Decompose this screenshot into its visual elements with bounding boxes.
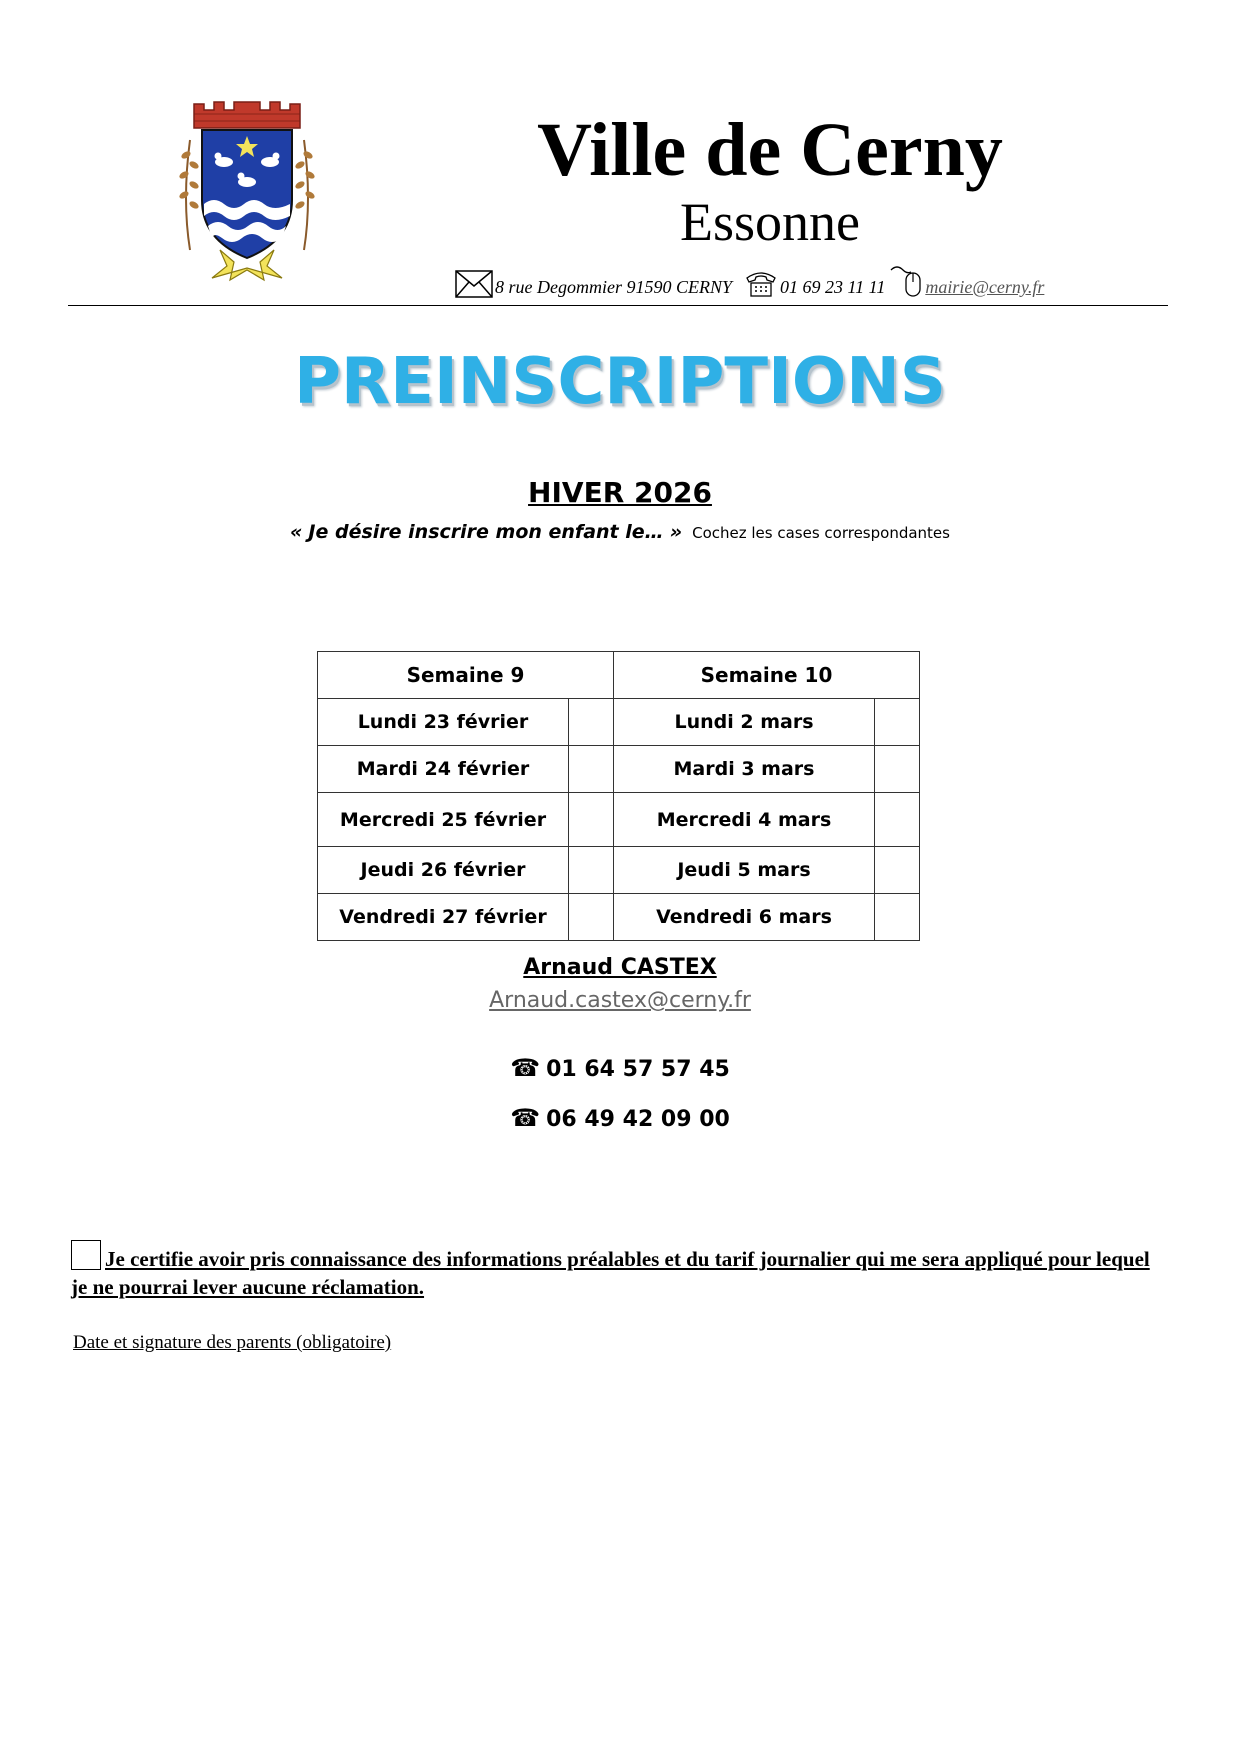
intro-note: Cochez les cases correspondantes — [692, 524, 950, 542]
contact-phone-2 — [0, 1104, 1240, 1132]
day-week9: Jeudi 26 février — [318, 847, 569, 894]
day-week10: Vendredi 6 mars — [614, 894, 875, 941]
department-subtitle: Essonne — [680, 192, 860, 252]
day-week9: Mardi 24 février — [318, 746, 569, 793]
page-heading: PREINSCRIPTIONS — [294, 345, 946, 419]
certification-statement — [71, 1240, 1171, 1301]
checkbox-cell[interactable] — [875, 894, 920, 941]
certification-text: Je certifie avoir pris connaissance des informations préalables et du tarif journalier qui me sera appliqué pour lequel je ne pourrai lever aucune réclamation. — [71, 1247, 1150, 1299]
signature-line: Date et signature des parents (obligatoire) — [73, 1332, 392, 1353]
day-week10: Jeudi 5 mars — [614, 847, 875, 894]
checkbox-cell[interactable] — [569, 847, 614, 894]
table-row — [318, 847, 920, 894]
header-divider — [68, 305, 1168, 306]
table-row — [318, 699, 920, 746]
day-week9: Mercredi 25 février — [318, 793, 569, 847]
checkbox-cell[interactable] — [875, 746, 920, 793]
checkbox-cell[interactable] — [569, 894, 614, 941]
intro-line — [0, 521, 1240, 543]
phone-icon: ☎ — [510, 1054, 541, 1082]
table-row — [318, 793, 920, 847]
phone-number: 01 64 57 57 45 — [546, 1057, 730, 1082]
day-week10: Mercredi 4 mars — [614, 793, 875, 847]
quote-open: « — [290, 521, 303, 543]
day-week10: Mardi 3 mars — [614, 746, 875, 793]
contact-line — [455, 262, 1044, 298]
intro-quote: Je désire inscrire mon enfant le… — [308, 521, 664, 543]
certify-checkbox[interactable] — [71, 1240, 101, 1270]
contact-name: Arnaud CASTEX — [523, 955, 717, 980]
day-week9: Vendredi 27 février — [318, 894, 569, 941]
address-text: 8 rue Degommier 91590 CERNY — [495, 277, 732, 297]
season-title: HIVER 2026 — [528, 476, 712, 509]
phone-number: 06 49 42 09 00 — [546, 1107, 730, 1132]
registration-table — [317, 651, 920, 941]
phone-icon: ☎ — [510, 1104, 541, 1132]
city-crest-logo — [172, 100, 322, 282]
mairie-email-link[interactable]: mairie@cerny.fr — [925, 277, 1045, 297]
table-row — [318, 894, 920, 941]
table-row — [318, 746, 920, 793]
checkbox-cell[interactable] — [875, 793, 920, 847]
phone-text: 01 69 23 11 11 — [780, 277, 886, 297]
mouse-icon — [889, 264, 923, 298]
checkbox-cell[interactable] — [569, 793, 614, 847]
contact-phone-1 — [0, 1054, 1240, 1082]
envelope-icon — [455, 270, 493, 298]
checkbox-cell[interactable] — [569, 746, 614, 793]
contact-email-link[interactable]: Arnaud.castex@cerny.fr — [489, 988, 751, 1013]
quote-close: » — [669, 521, 683, 543]
checkbox-cell[interactable] — [875, 699, 920, 746]
checkbox-cell[interactable] — [875, 847, 920, 894]
checkbox-cell[interactable] — [569, 699, 614, 746]
city-title: Ville de Cerny — [537, 108, 1003, 192]
day-week9: Lundi 23 février — [318, 699, 569, 746]
telephone-icon — [744, 270, 778, 298]
header-week10: Semaine 10 — [614, 652, 920, 699]
day-week10: Lundi 2 mars — [614, 699, 875, 746]
header-week9: Semaine 9 — [318, 652, 614, 699]
